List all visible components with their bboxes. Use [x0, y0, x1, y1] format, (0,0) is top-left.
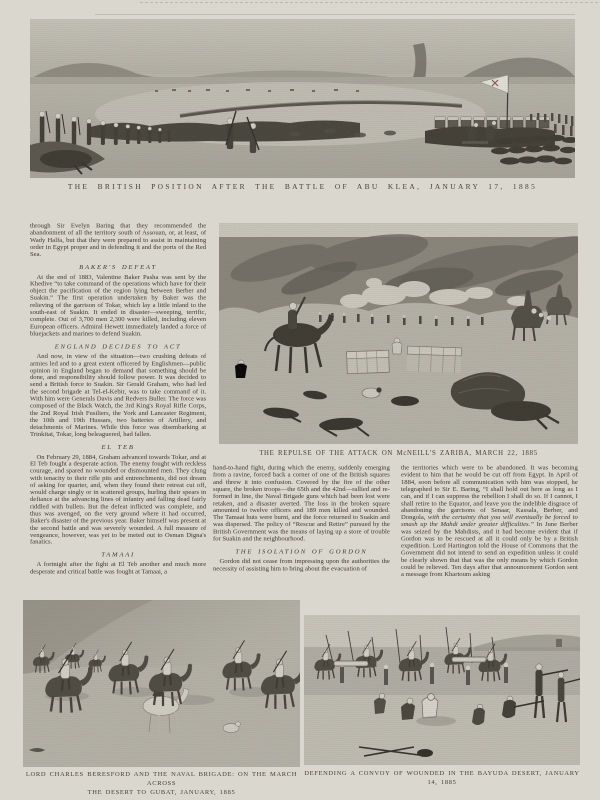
scan-artifact-line	[140, 2, 598, 3]
paragraph: On February 29, 1884, Graham advanced towards Tokar, and at El Teb fought a desperate action. The enemy fought with reckless courage, and spared no wounded or dismounted men. They clung with tenacity to their rifle pits and entrenchments, did not dream of asking for quarter, and, when they found their retreat cut off, would charge singly or in scattered groups, hurling their spears in defiance at the advancing lines of infantry and falling dead fairly riddled with bullets. But the defeat inflicted was complete, and thus was avenged, on the very ground where it had occurred, Baker's disaster of the previous year. Baker himself was present at the second battle and was severely wounded. A full measure of vengeance, however, was yet to be meted out to Osman Digna's fanatics.	[30, 453, 207, 546]
column-left	[30, 223, 206, 576]
column-middle	[213, 465, 390, 573]
section-heading: BAKER'S DEFEAT	[79, 263, 157, 271]
paragraph: At the end of 1883, Valentine Baker Pasha was sent by the Khedive “to take command of the operations which have for their object the pacification of the region lying between Berber and Suakin.” The first operation undertaken by Baker was the relieving of the garrison of Tokar, which lay a little inland to the south-east of Suakin. It ended in disaster—sweeping, terrific, complete. Out of 3,700 men 2,300 were killed, including eleven European officers. Admiral Hewett immediately landed a force of bluejackets and marines to defend Suakin.	[30, 273, 207, 338]
engraving-beresford-march-art	[23, 600, 300, 767]
section-heading: THE ISOLATION OF GORDON	[235, 548, 368, 556]
caption-beresford-march	[23, 770, 300, 797]
caption-abu-klea: THE BRITISH POSITION AFTER THE BATTLE OF ABU KLEA, JANUARY 17, 1885	[67, 182, 538, 191]
paragraph: through Sir Evelyn Baring that they recommended the abandonment of all the territory south of Assouan, or, at least, of Wady Halfa, but that they were prepared to assist in maintaining order in Egypt proper and in defending it and the ports of the Red Sea.	[30, 222, 207, 258]
column-right	[401, 465, 578, 578]
paragraph: hand-to-hand fight, during which the enemy, suddenly emerging from a ravine, forced back a corner of one of the British squares and threw it into confusion. Covered by the fire of the other square, the broken troops—the 65th and the 42nd—rallied and re-formed in line, the Naval Brigade guns which had been lost were retaken, and a disaster averted. The loss in the broken square amounted to twelve officers and 189 men killed and wounded. The Tamaai huts were burnt, and the force returned to Suakin and was dispersed. The policy of “Rescue and Retire” pursued by the British Government was the means of laying up a store of trouble for Suakin and the neighbourhood.	[213, 464, 390, 543]
paragraph: Gordon did not cease from impressing upon the authorities the necessity of assisting him to bring about the evacuation of	[213, 557, 390, 573]
paragraph: A fortnight after the fight at El Teb another and much more desperate and critical battle was fought at Tamaai, a	[30, 561, 207, 576]
section-heading: ENGLAND DECIDES TO ACT	[54, 343, 182, 351]
section-heading: TAMAAI	[101, 551, 135, 559]
engraving-mcneills-zariba	[219, 223, 578, 444]
caption-beresford-line2: THE DESERT TO GUBAT, JANUARY, 1885	[87, 789, 236, 796]
engraving-abu-klea-art	[30, 19, 575, 178]
engraving-bayuda-convoy	[304, 615, 580, 765]
section-heading: EL TEB	[101, 443, 135, 451]
page-rule	[95, 14, 575, 15]
engraving-bayuda-convoy-art	[304, 615, 580, 765]
engraving-abu-klea	[30, 19, 575, 178]
caption-mcneills-zariba: THE REPULSE OF THE ATTACK ON McNEILL'S ZARIBA, MARCH 22, 1885	[259, 450, 538, 457]
engraving-mcneills-zariba-art	[219, 223, 578, 444]
paragraph: And now, in view of the situation—two crushing defeats of armies led and to a great extent officered by Englishmen—public opinion in England began to demand that something should be done, and responsibility should follow power. It was decided to send a British force to Suakin. Sir Gerald Graham, who had led the second brigade at Tel-el-Kebir, was to take command of it. With him were Generals Davis and Redvers Buller. The force was composed of the Black Watch, the 3rd King's Royal Rifle Corps, the 2nd Royal Irish Fusiliers, the York and Lancaster Regiment, the 10th and 19th Hussars, two batteries of Artillery, and detachments of Marines. While this force was disembarking at Trinkitat, Tokar, long beleaguered, had fallen.	[30, 352, 207, 438]
engraving-beresford-march	[23, 600, 300, 767]
paragraph: the territories which were to be abandoned. It was becoming evident to him that he would be cut off from Egypt. In April of 1884, soon before all communication with him was stopped, he telegraphed to Sir E. Baring, “I shall hold out here as long as I can, and if I can suppress the rebellion I shall do so. If I cannot, I shall retire to the Equator, and leave you the indelible disgrace of abandoning the garrisons of Senaar, Kassala, Berber, and Dongola, with the certainty that you will eventually be forced to smash up the Mahdi under greater difficulties.” In June Berber was seized by the Mahdists, and it had become evident that if Gordon was to be rescued at all it could only be by a British expedition. Lord Hartington told the House of Commons that the Government did not intend to send an expedition unless it could be clearly shown that that was the only means by which Gordon could be relieved. Ten days after that announcement Gordon sent a message from Khartoum asking	[401, 464, 578, 578]
caption-bayuda-convoy: DEFENDING A CONVOY OF WOUNDED IN THE BAYUDA DESERT, JANUARY 14, 1885	[304, 770, 580, 786]
caption-beresford-line1: LORD CHARLES BERESFORD AND THE NAVAL BRIGADE: ON THE MARCH ACROSS	[25, 771, 298, 787]
